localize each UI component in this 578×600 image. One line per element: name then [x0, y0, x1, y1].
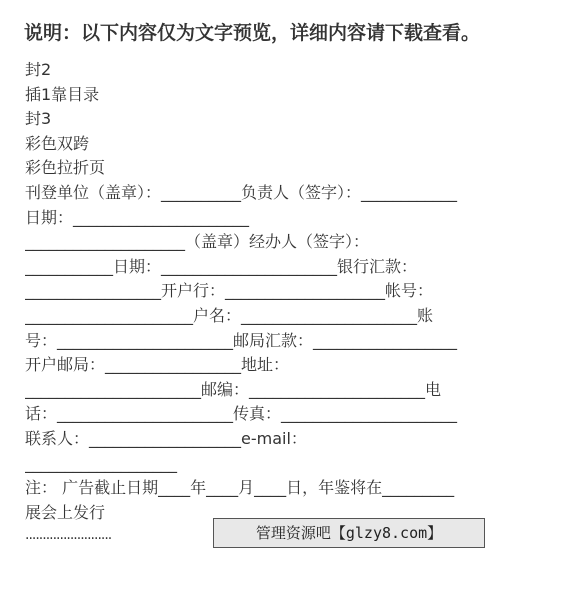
text-line-insert-contents: 插1靠目录	[25, 84, 100, 104]
form-line-advertiser-unit: 刊登单位（盖章）：__________负责人（签字）：____________	[25, 182, 458, 202]
continuation-dots: ·························	[25, 531, 112, 547]
form-line-account-name: _____________________户名：______________________账	[25, 305, 434, 325]
form-line-date: 日期：______________________	[25, 207, 250, 227]
note-line-distribution: 展会上发行	[25, 502, 106, 522]
form-line-contact-email: 联系人：___________________e-mail：	[25, 428, 307, 448]
form-line-email-blank: ___________________	[25, 453, 177, 473]
site-link-button[interactable]: 管理资源吧【glzy8.com】	[213, 518, 485, 548]
form-line-phone-fax: 话：______________________传真：______________________	[25, 404, 458, 424]
form-line-stamp-handler: ____________________（盖章）经办人（签字）：	[25, 232, 370, 252]
text-line-cover-2: 封2	[25, 60, 52, 79]
note-line-deadline: 注： 广告截止日期____年____月____日，年鉴将在_________	[25, 478, 455, 498]
text-line-color-foldout: 彩色拉折页	[25, 158, 106, 178]
form-line-postcode-phone: ______________________邮编：______________________电	[25, 379, 442, 399]
form-line-postal-remittance: 号：______________________邮局汇款：__________________	[25, 330, 458, 350]
form-line-bank-account: _________________开户行：____________________帐号：	[25, 281, 434, 301]
form-line-date-bank-transfer: ___________日期：______________________银行汇款：	[25, 256, 418, 276]
text-line-cover-3: 封3	[25, 109, 52, 129]
text-line-color-double-spread: 彩色双跨	[25, 133, 90, 153]
preview-notice-heading: 说明：以下内容仅为文字预览，详细内容请下载查看。	[24, 22, 481, 44]
document-body	[25, 58, 555, 525]
form-line-post-office-address: 开户邮局：_________________地址：	[25, 355, 290, 375]
